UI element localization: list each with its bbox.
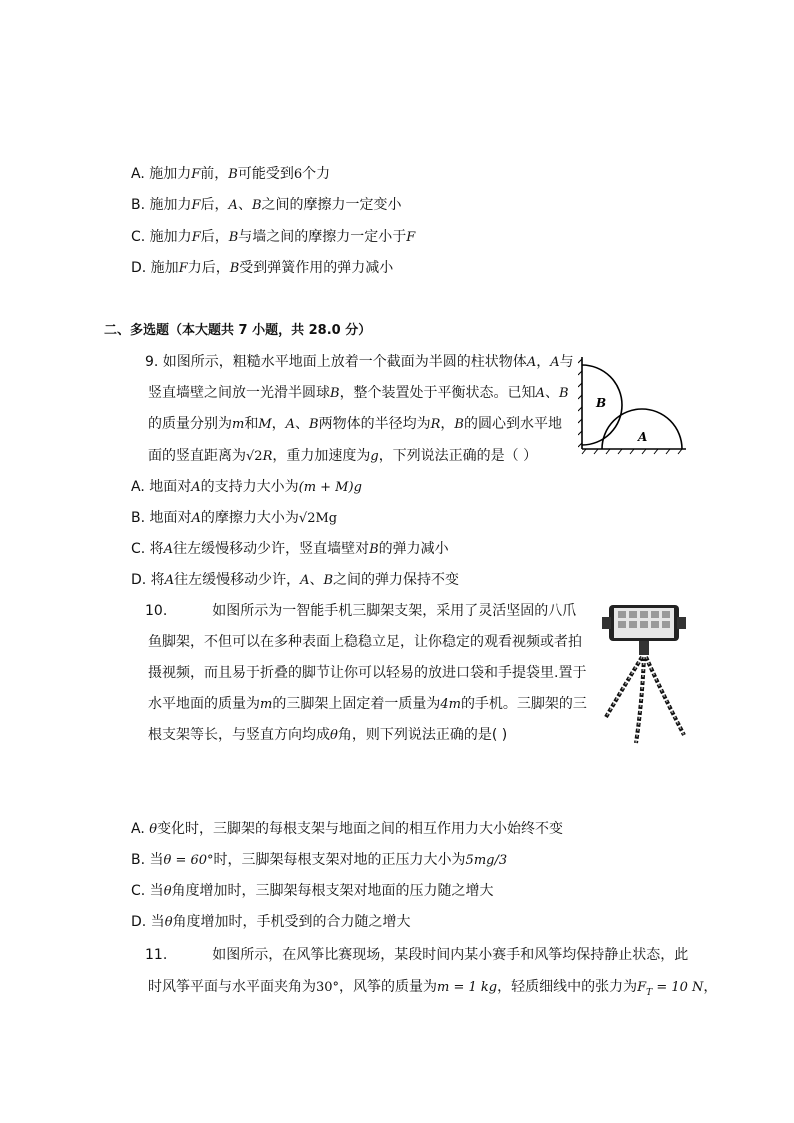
q8-option-b: B. 施加力F后，A、B之间的摩擦力一定变小 [131,197,402,213]
figure-label-b: B [596,396,607,410]
q9-option-c: C. 将A往左缓慢移动少许，竖直墙壁对B的弹力减小 [131,541,449,557]
q9-option-d: D. 将A往左缓慢移动少许，A、B之间的弹力保持不变 [131,572,460,588]
q10-option-c: C. 当θ角度增加时，三脚架每根支架对地面的压力随之增大 [131,883,494,899]
section-title: 二、多选题（本大题共 7 小题，共 28.0 分） [104,323,372,338]
q8-option-c: C. 施加力F后，B与墙之间的摩擦力一定小于F [131,229,416,245]
q9-stem-line4: 面的竖直距离为√2R，重力加速度为g，下列说法正确的是（ ） [148,448,538,464]
q10-option-a: A. θ变化时，三脚架的每根支架与地面之间的相互作用力大小始终不变 [131,821,564,837]
q9-option-a: A. 地面对A的支持力大小为(m + M)g [131,479,362,495]
q10-stem-line2: 鱼脚架，不但可以在多种表面上稳稳立足，让你稳定的观看视频或者拍 [148,634,582,650]
q11-stem-line1: 11. 如图所示，在风筝比赛现场，某段时间内某小赛手和风筝均保持静止状态，此 [145,947,689,963]
figure-label-a: A [638,430,648,444]
q9-stem-line3: 的质量分别为m和M，A、B两物体的半径均为R，B的圆心到水平地 [148,416,562,432]
q10-stem-line5: 根支架等长，与竖直方向均成θ角，则下列说法正确的是( ) [148,727,508,743]
q8-option-a: A. 施加力F前，B可能受到6个力 [131,166,331,182]
q10-figure [600,603,686,748]
tripod-legs [606,657,684,743]
q9-option-b: B. 地面对A的摩擦力大小为√2Mg [131,510,338,526]
q10-stem-line3: 摄视频，而且易于折叠的脚节让你可以轻易的放进口袋和手提袋里.置于 [148,665,587,681]
q9-stem-line1: 9. 如图所示，粗糙水平地面上放着一个截面为半圆的柱状物体A，A与 [145,354,574,370]
clamp-left [602,617,611,629]
q10-option-b: B. 当θ = 60°时，三脚架每根支架对地的正压力大小为5mg/3 [131,852,508,868]
mount-stem [639,641,649,655]
q8-option-d: D. 施加F力后，B受到弹簧作用的弹力减小 [131,260,394,276]
q11-stem-line2: 时风筝平面与水平面夹角为30°，风筝的质量为m = 1 kg，轻质细线中的张力为$F_T = 10$ N， [148,979,718,998]
q10-stem-line4: 水平地面的质量为m的三脚架上固定着一质量为4m的手机。三脚架的三 [148,696,587,712]
q10-stem-line1: 10. 如图所示为一智能手机三脚架支架，采用了灵活坚固的八爪 [145,603,577,619]
clamp-right [677,617,686,629]
q10-option-d: D. 当θ角度增加时，手机受到的合力随之增大 [131,914,411,930]
q9-figure [578,355,688,455]
q9-stem-line2: 竖直墙壁之间放一光滑半圆球B，整个装置处于平衡状态。已知A、B [148,385,569,401]
